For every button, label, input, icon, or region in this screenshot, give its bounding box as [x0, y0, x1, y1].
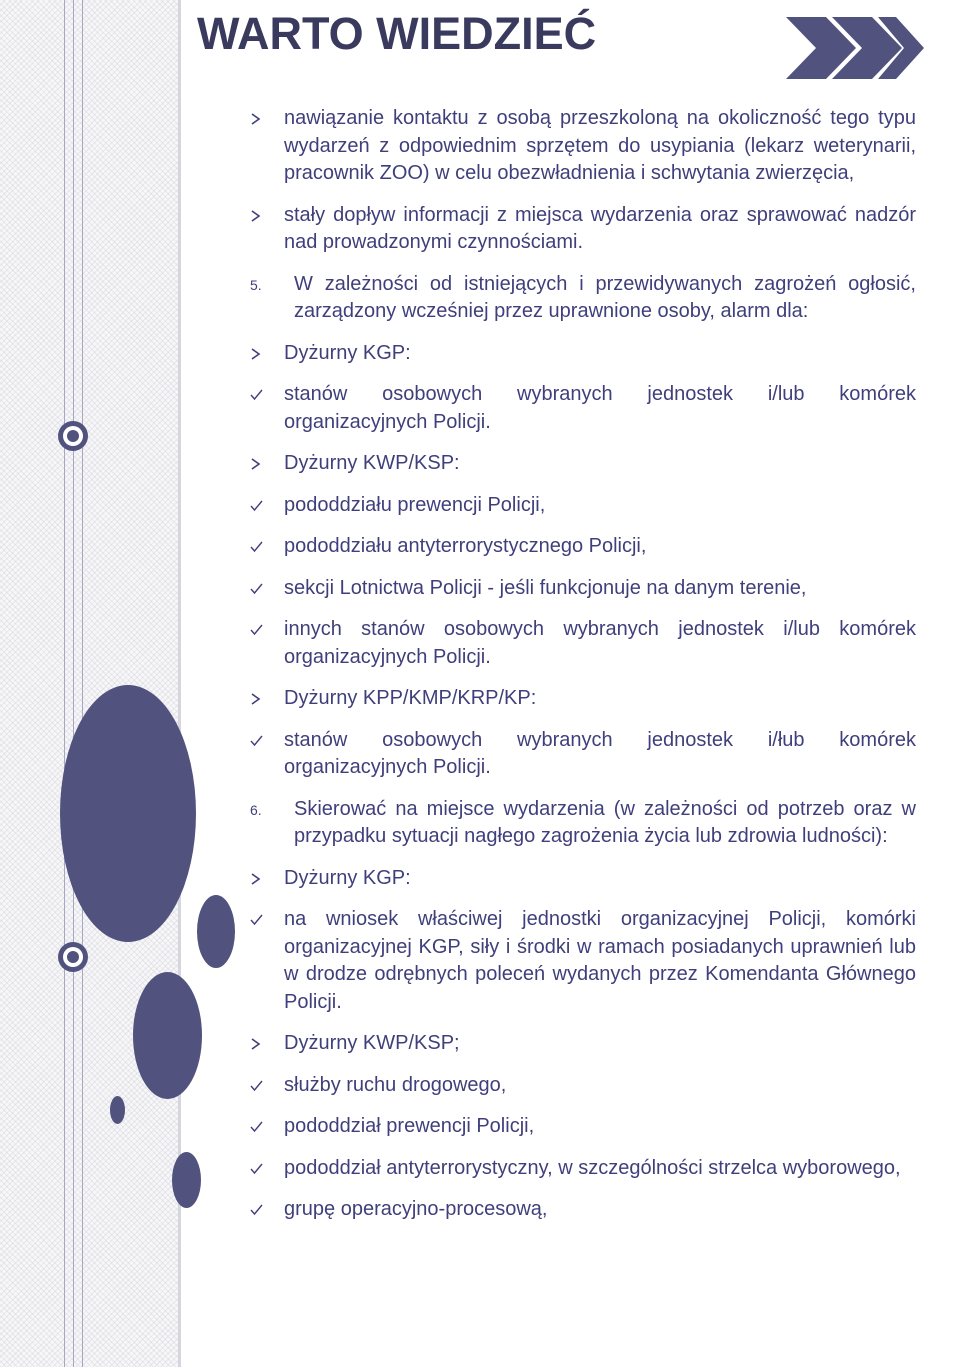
- list-item: [250, 575, 916, 603]
- arrow-bullet-icon: [250, 865, 270, 885]
- list-item: [250, 865, 916, 893]
- list-item: [250, 340, 916, 368]
- list-item: [250, 533, 916, 561]
- item-text: pododdział prewencji Policji,: [284, 1115, 535, 1137]
- list-item: [250, 796, 916, 851]
- tiny-circle: [110, 1096, 125, 1124]
- check-bullet-icon: [250, 1072, 270, 1092]
- list-item: [250, 1072, 916, 1100]
- item-text: Dyżurny KGP:: [284, 341, 411, 364]
- list-item: [250, 906, 916, 1016]
- list-item: [250, 271, 916, 326]
- list-item: [250, 202, 916, 257]
- item-text: na wniosek właściwej jednostki organizacyjnej Policji, komórki organizacyjnej KGP, siły i środki w ramach posiadanych uprawnień lub w drodze odrębnych poleceń wydanych przez Komendanta Głównego Policji.: [284, 908, 916, 1013]
- check-bullet-icon: [250, 492, 270, 512]
- item-text: innych stanów osobowych wybranych jednostek i/lub komórek organizacyjnych Policji.: [284, 618, 916, 668]
- check-bullet-icon: [250, 575, 270, 595]
- list-item: [250, 1113, 916, 1141]
- check-bullet-icon: [250, 381, 270, 401]
- check-bullet-icon: [250, 1196, 270, 1216]
- chevron-arrows-icon: [786, 17, 926, 84]
- item-text: Dyżurny KWP/KSP;: [284, 1032, 460, 1054]
- list-item: [250, 685, 916, 713]
- check-bullet-icon: [250, 533, 270, 553]
- decor-line: [82, 0, 83, 1367]
- large-circle: [60, 685, 196, 942]
- decor-line: [64, 0, 65, 1367]
- list-item: [250, 381, 916, 436]
- sidebar-texture: [0, 0, 178, 1367]
- item-text: stanów osobowych wybranych jednostek i/lub komórek organizacyjnych Policji.: [284, 383, 916, 433]
- small-circle: [172, 1152, 201, 1208]
- list-item: [250, 450, 916, 478]
- list-item: [250, 616, 916, 671]
- item-text: grupę operacyjno-procesową,: [284, 1198, 548, 1220]
- arrow-bullet-icon: [250, 450, 270, 470]
- decor-line: [73, 0, 74, 1367]
- list-item: [250, 1196, 916, 1224]
- item-text: służby ruchu drogowego,: [284, 1073, 507, 1096]
- arrow-bullet-icon: [250, 202, 270, 222]
- list-item: [250, 105, 916, 188]
- check-bullet-icon: [250, 1155, 270, 1175]
- item-number: 6.: [250, 801, 262, 818]
- check-bullet-icon: [250, 727, 270, 747]
- item-text: stanów osobowych wybranych jednostek i/łub komórek organizacyjnych Policji.: [284, 728, 916, 778]
- item-text: pododdziału prewencji Policji,: [284, 493, 546, 516]
- item-text: pododdział antyterrorystyczny, w szczególności strzelca wyborowego,: [284, 1156, 901, 1179]
- list-item: [250, 727, 916, 782]
- item-text: nawiązanie kontaktu z osobą przeszkoloną na okoliczność tego typu wydarzeń z odpowiednim sprzętem do usypiania (lekarz weterynarii, pracownik ZOO) w celu obezwładnienia i schwytania zwierzęcia,: [284, 107, 916, 184]
- check-bullet-icon: [250, 1113, 270, 1133]
- item-text: pododdziału antyterrorystycznego Policji,: [284, 535, 647, 557]
- small-circle: [197, 895, 235, 968]
- item-text: Dyżurny KPP/KMP/KRP/KP:: [284, 687, 537, 709]
- item-text: Dyżurny KGP:: [284, 866, 411, 889]
- arrow-bullet-icon: [250, 685, 270, 705]
- item-text: sekcji Lotnictwa Policji - jeśli funkcjonuje na danym terenie,: [284, 576, 807, 599]
- item-text: W zależności od istniejących i przewidywanych zagrożeń ogłosić, zarządzony wcześniej przez uprawnione osoby, alarm dla:: [294, 272, 916, 322]
- item-text: stały dopływ informacji z miejsca wydarzenia oraz sprawować nadzór nad prowadzonymi czynnościami.: [284, 203, 916, 253]
- check-bullet-icon: [250, 906, 270, 926]
- item-number: 5.: [250, 276, 262, 293]
- list-item: [250, 1155, 916, 1183]
- medium-circle: [133, 972, 202, 1099]
- list-item: [250, 492, 916, 520]
- ring-circle: [58, 942, 88, 972]
- ring-circle: [58, 421, 88, 451]
- check-bullet-icon: [250, 616, 270, 636]
- list-item: [250, 1030, 916, 1058]
- item-text: Dyżurny KWP/KSP:: [284, 452, 460, 474]
- arrow-bullet-icon: [250, 105, 270, 125]
- arrow-bullet-icon: [250, 1030, 270, 1050]
- arrow-bullet-icon: [250, 340, 270, 360]
- item-text: Skierować na miejsce wydarzenia (w zależności od potrzeb oraz w przypadku sytuacji nagłego zagrożenia życia lub zdrowia ludności):: [294, 797, 916, 847]
- page-title: WARTO WIEDZIEĆ: [197, 8, 597, 59]
- content-list: [250, 105, 916, 1238]
